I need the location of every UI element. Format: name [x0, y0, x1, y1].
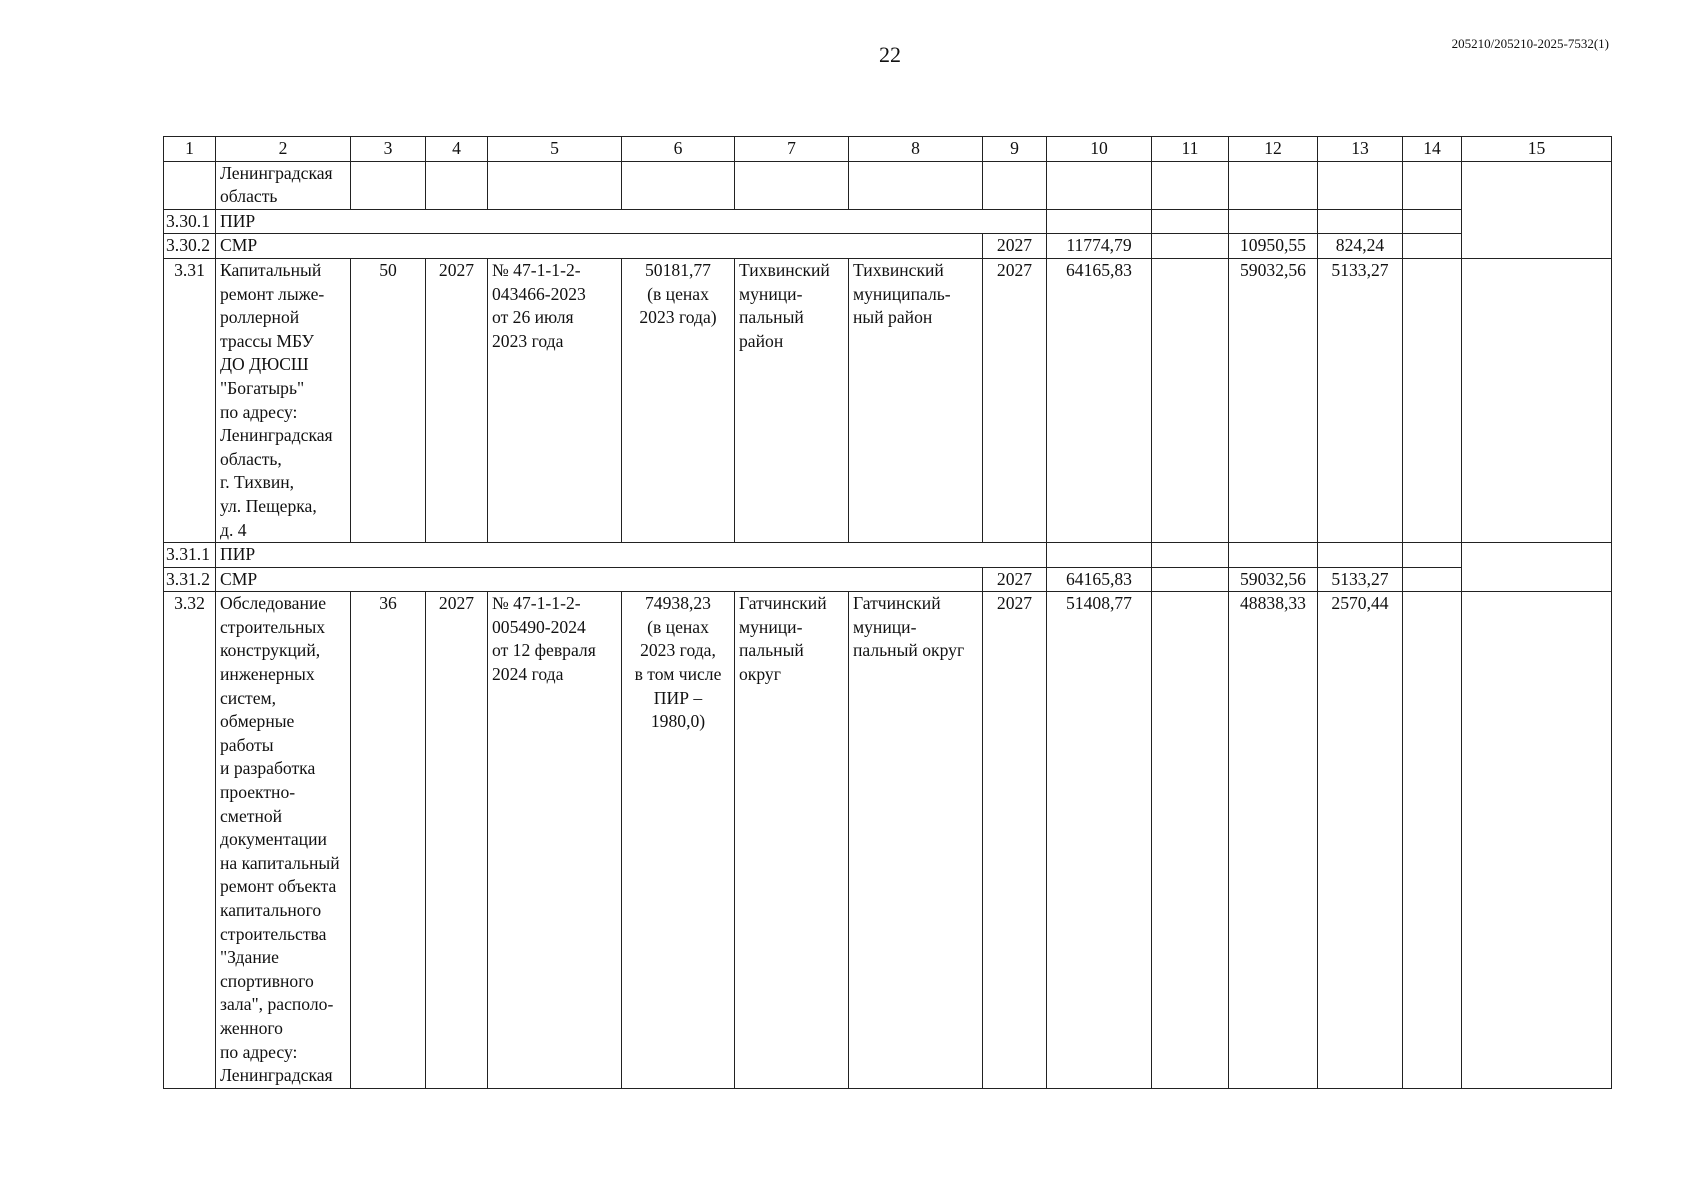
- cell-line: спортивного: [220, 970, 314, 991]
- cell-stage-label: ПИР: [216, 543, 983, 568]
- cell-line: ремонт объекта: [220, 876, 337, 897]
- cell-line: конструкций,: [220, 640, 321, 661]
- column-header-6: 6: [622, 137, 735, 162]
- cell-expertise-conclusion: [488, 258, 622, 542]
- cell-col3: 50: [351, 258, 426, 542]
- column-number-header: [164, 137, 1612, 162]
- cell-total: 64165,83: [1047, 567, 1152, 592]
- cell-line: 043466-2023: [492, 283, 586, 304]
- table-row-3-31-2: [164, 567, 1612, 592]
- cell-total: 64165,83: [1047, 258, 1152, 542]
- cell-object-name: [216, 592, 351, 1088]
- cell-line: Ленинградская: [220, 162, 333, 183]
- cell-object-name: [216, 258, 351, 542]
- cell-line: роллерной: [220, 307, 300, 328]
- cell-col15-span: [1462, 161, 1612, 258]
- cell-line: сметной: [220, 805, 283, 826]
- column-header-4: 4: [426, 137, 488, 162]
- cell-line: № 47-1-1-2-: [492, 593, 581, 614]
- cell-stage-label: СМР: [216, 567, 983, 592]
- cell-object-name: [216, 161, 351, 209]
- cell-line: (в ценах: [647, 283, 709, 304]
- cell-col12: 10950,55: [1229, 234, 1318, 259]
- cell-line: 74938,23: [645, 593, 711, 614]
- table-row-3-31: [164, 258, 1612, 542]
- cell-line: ПИР –: [653, 687, 703, 708]
- cell-line: муниципаль-: [853, 283, 951, 304]
- cell-col12: 48838,33: [1229, 592, 1318, 1088]
- cell-municipality: [735, 258, 849, 542]
- cell-total: 51408,77: [1047, 592, 1152, 1088]
- column-header-10: 10: [1047, 137, 1152, 162]
- column-header-11: 11: [1152, 137, 1229, 162]
- cell-line: "Богатырь": [220, 377, 305, 398]
- page-number: 22: [879, 42, 901, 67]
- cell-line: Ленинградская: [220, 1065, 333, 1086]
- cell-line: Ленинградская: [220, 425, 333, 446]
- cell-line: Тихвинский: [739, 259, 830, 280]
- column-header-3: 3: [351, 137, 426, 162]
- column-header-14: 14: [1403, 137, 1462, 162]
- cell-col15-span: [1462, 543, 1612, 592]
- table-row-continuation: [164, 161, 1612, 209]
- cell-line: трассы МБУ: [220, 330, 314, 351]
- cell-line: округ: [739, 664, 781, 685]
- cell-line: 50181,77: [645, 259, 711, 280]
- cell-line: Гатчинский: [739, 593, 827, 614]
- cell-line: строительных: [220, 616, 326, 637]
- cell-stage-label: СМР: [216, 234, 983, 259]
- column-header-2: 2: [216, 137, 351, 162]
- column-header-5: 5: [488, 137, 622, 162]
- cell-line: в том числе: [634, 664, 722, 685]
- column-header-12: 12: [1229, 137, 1318, 162]
- cell-estimated-cost: [622, 258, 735, 542]
- cell-expertise-conclusion: [488, 592, 622, 1088]
- cell-col12: 59032,56: [1229, 567, 1318, 592]
- cell-line: 005490-2024: [492, 616, 586, 637]
- cell-col13: 824,24: [1318, 234, 1403, 259]
- cell-num: 3.31: [164, 258, 216, 542]
- cell-line: муници-: [853, 616, 917, 637]
- cell-line: по адресу:: [220, 1041, 298, 1062]
- cell-line: от 12 февраля: [492, 640, 596, 661]
- cell-line: инженерных: [220, 664, 315, 685]
- column-header-13: 13: [1318, 137, 1403, 162]
- cell-num: 3.30.2: [164, 234, 216, 259]
- cell-line: область: [220, 186, 278, 207]
- cell-line: зала", располо-: [220, 994, 334, 1015]
- column-header-7: 7: [735, 137, 849, 162]
- cell-num: 3.31.1: [164, 543, 216, 568]
- cell-col13: 2570,44: [1318, 592, 1403, 1088]
- column-header-1: 1: [164, 137, 216, 162]
- header-row: [164, 137, 1612, 162]
- cell-line: № 47-1-1-2-: [492, 259, 581, 280]
- cell-line: ДО ДЮСШ: [220, 354, 309, 375]
- cell-line: работы: [220, 734, 274, 755]
- column-header-9: 9: [983, 137, 1047, 162]
- cell-line: пальный: [739, 640, 804, 661]
- cell-line: д. 4: [220, 519, 247, 540]
- cell-line: муници-: [739, 616, 803, 637]
- table-row-3-32: [164, 592, 1612, 1088]
- cell-line: ул. Пещерка,: [220, 495, 317, 516]
- cell-total: 11774,79: [1047, 234, 1152, 259]
- cell-line: от 26 июля: [492, 307, 574, 328]
- cell-line: 2023 года: [492, 330, 564, 351]
- cell-col13: 5133,27: [1318, 567, 1403, 592]
- column-header-15: 15: [1462, 137, 1612, 162]
- cell-line: (в ценах: [647, 616, 709, 637]
- cell-col4: 2027: [426, 258, 488, 542]
- cell-year: 2027: [983, 592, 1047, 1088]
- cell-line: область,: [220, 448, 282, 469]
- cell-line: и разработка: [220, 758, 316, 779]
- cell-line: Гатчинский: [853, 593, 941, 614]
- table-row-3-30-2: [164, 234, 1612, 259]
- budget-table: [163, 136, 1612, 1089]
- cell-line: пальный: [739, 307, 804, 328]
- cell-line: капитального: [220, 900, 322, 920]
- cell-line: 2023 года,: [640, 640, 716, 661]
- cell-line: г. Тихвин,: [220, 472, 295, 493]
- cell-col12: 59032,56: [1229, 258, 1318, 542]
- table-row-3-30-1: [164, 209, 1612, 234]
- cell-line: по адресу:: [220, 401, 298, 422]
- column-header-8: 8: [849, 137, 983, 162]
- cell-line: женного: [220, 1017, 283, 1038]
- cell-col13: 5133,27: [1318, 258, 1403, 542]
- cell-year: 2027: [983, 258, 1047, 542]
- document-reference: 205210/205210-2025-7532(1): [1451, 36, 1609, 51]
- cell-line: 2023 года): [639, 307, 717, 328]
- cell-line: Тихвинский: [853, 259, 944, 280]
- cell-municipality: [735, 592, 849, 1088]
- cell-line: район: [739, 330, 784, 351]
- cell-line: 1980,0): [650, 711, 706, 732]
- cell-line: обмерные: [220, 711, 295, 732]
- cell-line: проектно-: [220, 782, 296, 803]
- cell-line: систем,: [220, 687, 277, 708]
- cell-line: на капитальный: [220, 852, 340, 873]
- cell-line: документации: [220, 829, 327, 850]
- cell-line: Обследование: [220, 593, 327, 614]
- cell-estimated-cost: [622, 592, 735, 1088]
- cell-num: 3.30.1: [164, 209, 216, 234]
- table-row-3-31-1: [164, 543, 1612, 568]
- cell-recipient: [849, 258, 983, 542]
- cell-col4: 2027: [426, 592, 488, 1088]
- cell-line: Капитальный: [220, 259, 322, 280]
- cell-line: 2024 года: [492, 664, 564, 685]
- cell-line: ремонт лыже-: [220, 283, 325, 304]
- cell-line: "Здание: [220, 947, 279, 968]
- cell-line: строительства: [220, 923, 327, 944]
- cell-num: [164, 161, 216, 209]
- cell-line: ный район: [853, 307, 933, 328]
- cell-year: 2027: [983, 567, 1047, 592]
- cell-line: пальный округ: [853, 640, 965, 661]
- cell-year: 2027: [983, 234, 1047, 259]
- cell-num: 3.31.2: [164, 567, 216, 592]
- cell-stage-label: ПИР: [216, 209, 983, 234]
- cell-num: 3.32: [164, 592, 216, 1088]
- cell-recipient: [849, 592, 983, 1088]
- cell-col3: 36: [351, 592, 426, 1088]
- cell-line: муници-: [739, 283, 803, 304]
